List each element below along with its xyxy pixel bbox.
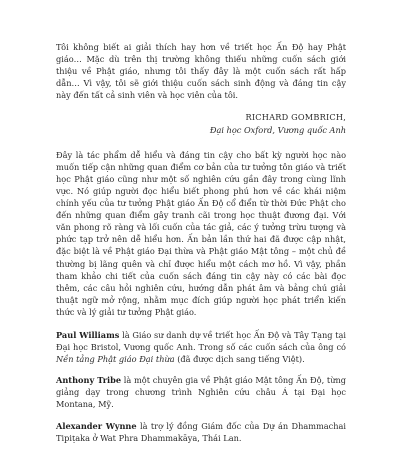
author-bio-text: (đã được dịch sang tiếng Việt).	[174, 354, 305, 365]
author-bio-text: là một chuyên gia về Phật giáo Mật tông Ấn Độ, từng giảng dạy trong chương trình Nghiên cứu châu Á tại Đại học Montana, Mỹ.	[56, 375, 347, 410]
author-name: Anthony Tribe	[56, 375, 122, 386]
author-name: Paul Williams	[56, 329, 120, 340]
endorsement-quote: Tôi không biết ai giải thích hay hơn về triết học Ấn Độ hay Phật giáo… Mặc dù trên thị trường không thiếu những cuốn sách giới thiệu về Phật giáo, nhưng tôi thấy đây là một cuốn sách rất hấp dẫn… Vì vậy, tôi sẽ giới thiệu cuốn sách sinh động và đáng tin cậy này đến tất cả sinh viên và học viên của tôi.	[56, 42, 346, 101]
book-title: Nền tảng Phật giáo Đại thừa	[56, 354, 175, 365]
author-bio-wynne	[56, 420, 346, 444]
cover-text	[56, 41, 346, 453]
quote-author: RICHARD GOMBRICH,	[245, 112, 346, 123]
author-bio-tribe	[56, 374, 346, 410]
book-description: Đây là tác phẩm dễ hiểu và đáng tin cậy cho bất kỳ người học nào muốn tiếp cận những quan điểm cơ bản của tư tưởng tôn giáo và triết học Phật giáo cũng như một số nghiên cứu gần đây trong cùng lĩnh vực. Nó giúp người đọc hiểu biết phong phú hơn về các khái niệm chính yếu của tư tưởng Phật giáo Ấn Độ cổ điển từ thời Đức Phật cho đến những quan điểm gây tranh cãi trong học thuật đương đại. Với văn phong rõ ràng và lối cuốn của tác giả, các ý tưởng trừu tượng và phức tạp trở nên dễ hiểu hơn. Ấn bản lần thứ hai đã được cập nhật, đặc biệt là về Phật giáo Đại thừa và Phật giáo Mật tông – một chủ đề thường bị lãng quên và chỉ được hiểu một cách mơ hồ. Vì vậy, phần tham khảo chi tiết của cuốn sách đáng tin cậy này có các bài đọc thêm, các câu hỏi nghiên cứu, hướng dẫn phát âm và bảng chú giải thuật ngữ mở rộng, nhằm mục đích giúp người học phát triển kiến thức và lý giải tư tưởng Phật giáo.	[56, 149, 346, 317]
author-bio-text: là Giáo sư danh dự về triết học Ấn Độ và Tây Tạng tại Đại học Bristol, Vương quốc Anh. Trong số các cuốn sách của ông có	[56, 329, 346, 353]
quote-attribution	[56, 111, 346, 135]
quote-affiliation: Đại học Oxford, Vương quốc Anh	[209, 124, 346, 135]
author-bio-williams	[56, 329, 346, 365]
author-name: Alexander Wynne	[56, 420, 137, 431]
author-bio-text: là trợ lý đồng Giám đốc của Dự án Dhammachai Tipiṭaka ở Wat Phra Dhammakāya, Thái Lan.	[56, 420, 347, 443]
